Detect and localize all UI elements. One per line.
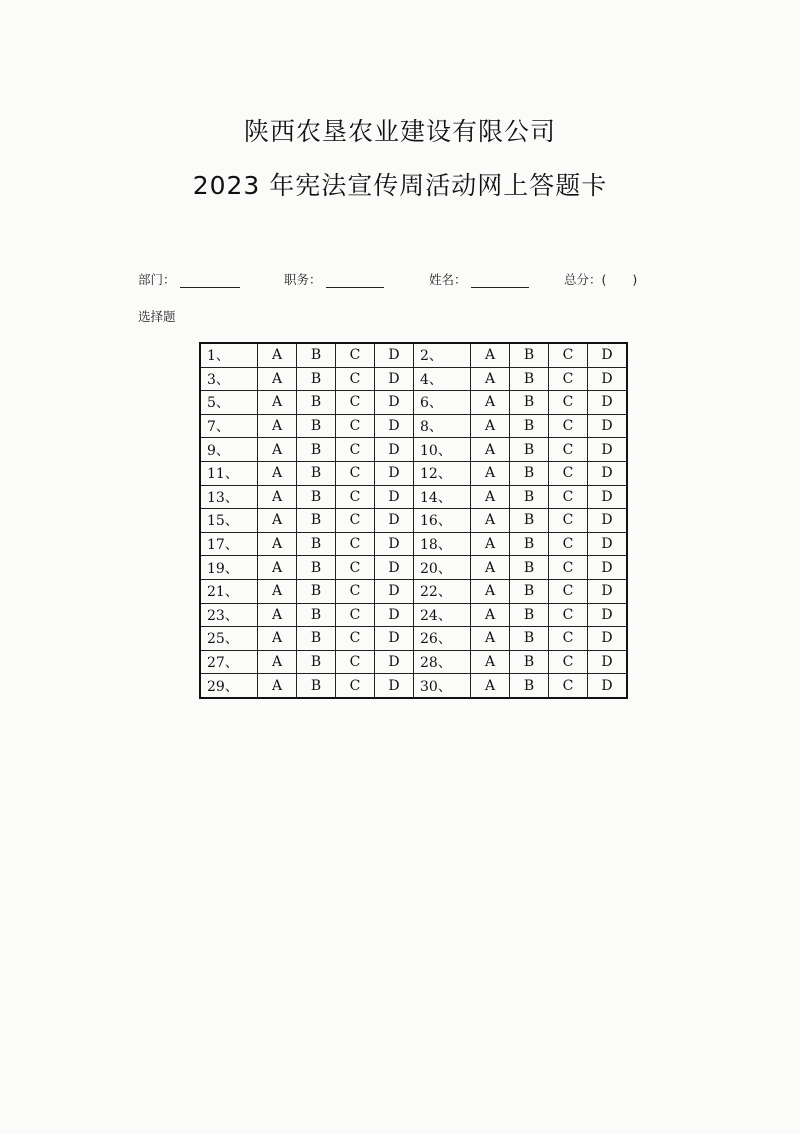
answer-row [200,674,627,698]
answer-row [200,391,627,415]
option-a[interactable]: A [258,603,297,627]
option-d[interactable]: D [375,438,414,462]
option-c[interactable]: C [549,367,588,391]
option-b[interactable]: B [297,438,336,462]
option-d[interactable]: D [588,414,628,438]
option-d[interactable]: D [588,650,628,674]
option-c[interactable]: C [549,650,588,674]
answer-row [200,485,627,509]
option-a[interactable]: A [471,532,510,556]
option-c[interactable]: C [549,485,588,509]
question-number: 28、 [414,650,471,674]
question-number: 23、 [200,603,258,627]
question-number: 24、 [414,603,471,627]
option-d[interactable]: D [375,461,414,485]
answer-row [200,438,627,462]
option-b[interactable]: B [510,579,549,603]
option-d[interactable]: D [375,367,414,391]
option-d[interactable]: D [588,391,628,415]
option-a[interactable]: A [471,509,510,533]
option-c[interactable]: C [336,603,375,627]
option-a[interactable]: A [471,674,510,698]
option-c[interactable]: C [336,509,375,533]
option-d[interactable]: D [588,603,628,627]
question-number: 8、 [414,414,471,438]
option-b[interactable]: B [297,414,336,438]
option-a[interactable]: A [258,509,297,533]
option-b[interactable]: B [297,674,336,698]
question-number: 19、 [200,556,258,580]
score-label: 总分：( [564,272,607,287]
option-d[interactable]: D [375,414,414,438]
option-d[interactable]: D [588,438,628,462]
option-a[interactable]: A [258,674,297,698]
option-a[interactable]: A [471,650,510,674]
option-d[interactable]: D [375,674,414,698]
option-d[interactable]: D [588,461,628,485]
option-c[interactable]: C [336,461,375,485]
option-b[interactable]: B [297,603,336,627]
question-number: 18、 [414,532,471,556]
company-title: 陕西农垦农业建设有限公司 [243,117,556,146]
option-a[interactable]: A [258,579,297,603]
answer-row [200,650,627,674]
question-number: 5、 [200,391,258,415]
document-title: 2023 年宪法宣传周活动网上答题卡 [192,171,608,200]
option-a[interactable]: A [258,438,297,462]
answer-row [200,556,627,580]
question-number: 9、 [200,438,258,462]
option-a[interactable]: A [258,627,297,651]
question-number: 25、 [200,627,258,651]
answer-row [200,414,627,438]
option-a[interactable]: A [471,603,510,627]
option-c[interactable]: C [336,391,375,415]
option-d[interactable]: D [588,532,628,556]
question-number: 17、 [200,532,258,556]
position-blank[interactable] [326,275,384,288]
option-c[interactable]: C [336,627,375,651]
question-number: 7、 [200,414,258,438]
question-number: 13、 [200,485,258,509]
answer-row [200,532,627,556]
department-label: 部门： [138,272,176,287]
question-number: 21、 [200,579,258,603]
question-number: 10、 [414,438,471,462]
option-b[interactable]: B [510,556,549,580]
option-d[interactable]: D [375,556,414,580]
answer-row [200,367,627,391]
option-c[interactable]: C [549,556,588,580]
option-d[interactable]: D [375,532,414,556]
question-number: 1、 [200,343,258,367]
option-d[interactable]: D [588,556,628,580]
option-c[interactable]: C [549,461,588,485]
option-c[interactable]: C [336,556,375,580]
option-d[interactable]: D [375,391,414,415]
option-b[interactable]: B [297,532,336,556]
option-b[interactable]: B [297,485,336,509]
answer-row [200,627,627,651]
option-d[interactable]: D [588,343,628,367]
question-number: 3、 [200,367,258,391]
option-d[interactable]: D [588,367,628,391]
question-number: 29、 [200,674,258,698]
option-b[interactable]: B [510,438,549,462]
option-c[interactable]: C [549,391,588,415]
question-number: 15、 [200,509,258,533]
option-b[interactable]: B [510,367,549,391]
answer-grid [199,342,628,699]
option-b[interactable]: B [510,674,549,698]
option-d[interactable]: D [588,509,628,533]
option-c[interactable]: C [549,532,588,556]
option-b[interactable]: B [510,485,549,509]
option-b[interactable]: B [510,414,549,438]
option-a[interactable]: A [471,438,510,462]
option-b[interactable]: B [510,343,549,367]
option-a[interactable]: A [471,485,510,509]
option-d[interactable]: D [588,674,628,698]
option-a[interactable]: A [258,556,297,580]
option-c[interactable]: C [336,414,375,438]
option-a[interactable]: A [258,367,297,391]
question-number: 26、 [414,627,471,651]
option-d[interactable]: D [375,485,414,509]
option-a[interactable]: A [471,343,510,367]
option-c[interactable]: C [336,532,375,556]
option-c[interactable]: C [549,627,588,651]
option-c[interactable]: C [336,438,375,462]
option-d[interactable]: D [588,627,628,651]
department-blank[interactable] [180,275,240,288]
answer-row [200,603,627,627]
question-number: 2、 [414,343,471,367]
option-d[interactable]: D [375,650,414,674]
option-c[interactable]: C [549,603,588,627]
option-b[interactable]: B [297,556,336,580]
option-b[interactable]: B [510,603,549,627]
option-c[interactable]: C [336,650,375,674]
option-c[interactable]: C [549,343,588,367]
option-a[interactable]: A [471,556,510,580]
option-a[interactable]: A [471,461,510,485]
option-a[interactable]: A [258,343,297,367]
option-c[interactable]: C [336,579,375,603]
option-b[interactable]: B [297,509,336,533]
answer-row [200,509,627,533]
option-c[interactable]: C [549,438,588,462]
section-label: 选择题 [138,309,176,324]
option-b[interactable]: B [510,532,549,556]
name-field [429,270,529,288]
option-b[interactable]: B [297,650,336,674]
option-b[interactable]: B [297,391,336,415]
question-number: 6、 [414,391,471,415]
option-b[interactable]: B [297,343,336,367]
option-d[interactable]: D [588,485,628,509]
option-a[interactable]: A [471,391,510,415]
option-c[interactable]: C [549,414,588,438]
position-field [284,270,384,288]
option-c[interactable]: C [549,579,588,603]
option-b[interactable]: B [297,627,336,651]
option-c[interactable]: C [549,509,588,533]
question-number: 14、 [414,485,471,509]
question-number: 16、 [414,509,471,533]
department-field [138,270,240,288]
option-a[interactable]: A [471,414,510,438]
question-number: 30、 [414,674,471,698]
option-a[interactable]: A [258,532,297,556]
option-d[interactable]: D [375,343,414,367]
question-number: 12、 [414,461,471,485]
option-a[interactable]: A [258,485,297,509]
answer-row [200,579,627,603]
score-field [564,270,637,288]
option-b[interactable]: B [510,461,549,485]
name-blank[interactable] [471,275,529,288]
option-b[interactable]: B [297,579,336,603]
question-number: 22、 [414,579,471,603]
question-number: 27、 [200,650,258,674]
option-d[interactable]: D [375,509,414,533]
question-number: 4、 [414,367,471,391]
option-c[interactable]: C [336,674,375,698]
option-d[interactable]: D [375,627,414,651]
question-number: 11、 [200,461,258,485]
option-a[interactable]: A [471,627,510,651]
option-b[interactable]: B [510,509,549,533]
name-label: 姓名： [429,272,467,287]
option-b[interactable]: B [297,461,336,485]
option-b[interactable]: B [510,627,549,651]
option-d[interactable]: D [588,579,628,603]
option-c[interactable]: C [549,674,588,698]
answer-row [200,461,627,485]
option-a[interactable]: A [258,414,297,438]
option-d[interactable]: D [375,603,414,627]
option-c[interactable]: C [336,485,375,509]
option-a[interactable]: A [258,461,297,485]
score-close: ) [632,272,638,287]
option-b[interactable]: B [510,650,549,674]
position-label: 职务： [284,272,322,287]
question-number: 20、 [414,556,471,580]
option-a[interactable]: A [471,367,510,391]
option-c[interactable]: C [336,343,375,367]
option-c[interactable]: C [336,367,375,391]
option-a[interactable]: A [258,650,297,674]
option-d[interactable]: D [375,579,414,603]
option-a[interactable]: A [471,579,510,603]
option-a[interactable]: A [258,391,297,415]
answer-row [200,343,627,367]
option-b[interactable]: B [297,367,336,391]
option-b[interactable]: B [510,391,549,415]
